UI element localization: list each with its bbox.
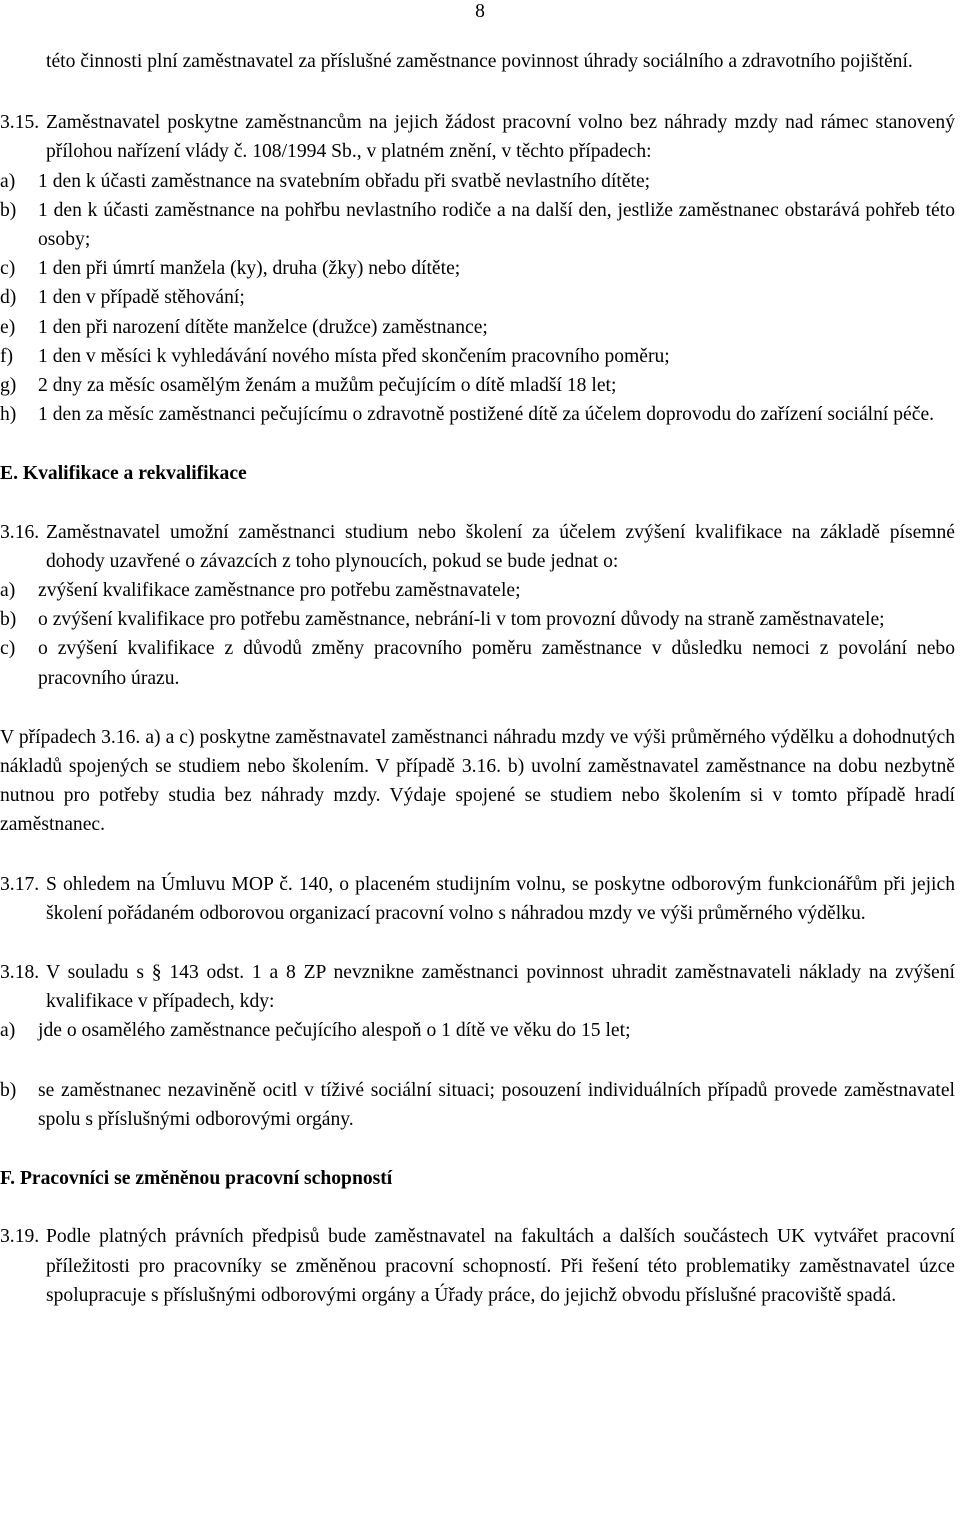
heading-f: F. Pracovníci se změněnou pracovní schopností (0, 1168, 393, 1190)
item-text: jde o osamělého zaměstnance pečujícího alespoň o 1 dítě ve věku do 15 let; (38, 1020, 631, 1042)
item-label: e) (0, 316, 16, 338)
item-text: 1 den za měsíc zaměstnanci pečujícímu o zdravotně postižené dítě za účelem doprovodu do zařízení sociální péče. (38, 404, 935, 426)
section-3-15 (0, 108, 955, 166)
list-item (0, 283, 955, 312)
item-text: 1 den v měsíci k vyhledávání nového místa před skončením pracovního poměru; (38, 345, 670, 367)
list-item (0, 400, 955, 429)
item-label: c) (0, 258, 16, 280)
item-label: d) (0, 287, 17, 309)
section-3-19 (0, 1222, 955, 1310)
section-number: 3.19. (0, 1226, 40, 1248)
item-text: 1 den při narození dítěte manželce (družce) zaměstnance; (38, 316, 488, 338)
item-text: 1 den v případě stěhování; (38, 287, 245, 309)
item-text: 1 den k účasti zaměstnance na svatebním obřadu při svatbě nevlastního dítěte; (38, 170, 651, 192)
item-label: c) (0, 638, 16, 660)
cases-paragraph: V případech 3.16. a) a c) poskytne zaměstnavatel zaměstnanci náhradu mzdy ve výši průměrného výdělku a dohodnutých nákladů spojených se studiem nebo školením. V případě 3.16. b) uvolní zaměstnavatel zaměstnance na dobu nezbytně nutnou pro potřeby studia bez náhrady mzdy. Výdaje spojené se studiem nebo školením si v tomto případě hradí zaměstnanec. (0, 726, 955, 836)
item-label: a) (0, 170, 16, 192)
item-label: b) (0, 1079, 17, 1101)
list-item (0, 1076, 955, 1134)
section-number: 3.18. (0, 962, 40, 984)
item-label: a) (0, 580, 16, 602)
list-item (0, 605, 955, 634)
section-3-18 (0, 958, 955, 1016)
item-label: g) (0, 375, 17, 397)
item-label: f) (0, 345, 14, 367)
item-text: o zvýšení kvalifikace pro potřebu zaměstnance, nebrání-li v tom provozní důvody na straně zaměstnavatele; (38, 609, 885, 631)
list-item (0, 342, 955, 371)
list-item (0, 313, 955, 342)
list-item (0, 1016, 955, 1045)
section-3-16 (0, 518, 955, 576)
section-text: V souladu s § 143 odst. 1 a 8 ZP nevznikne zaměstnanci povinnost uhradit zaměstnavateli náklady na zvýšení kvalifikace v případech, kdy: (46, 962, 955, 1013)
item-label: b) (0, 199, 17, 221)
heading-e: E. Kvalifikace a rekvalifikace (0, 463, 247, 485)
section-text: Zaměstnavatel poskytne zaměstnancům na jejich žádost pracovní volno bez náhrady mzdy nad rámec stanovený přílohou nařízení vlády č. 108/1994 Sb., v platném znění, v těchto případech: (46, 112, 955, 163)
section-number: 3.16. (0, 521, 40, 543)
section-number: 3.17. (0, 873, 40, 895)
section-text: Zaměstnavatel umožní zaměstnanci studium nebo školení za účelem zvýšení kvalifikace na základě písemné dohody uzavřené o závazcích z toho plynoucích, pokud se bude jednat o: (46, 521, 955, 572)
item-text: 2 dny za měsíc osamělým ženám a mužům pečujícím o dítě mladší 18 let; (38, 375, 617, 397)
section-text: S ohledem na Úmluvu MOP č. 140, o placeném studijním volnu, se poskytne odborovým funkcionářům při jejich školení pořádaném odborovou organizací pracovní volno s náhradou mzdy ve výši průměrného výdělku. (46, 873, 955, 924)
section-text: Podle platných právních předpisů bude zaměstnavatel na fakultách a dalších součástech UK vytvářet pracovní příležitosti pro pracovníky se změněnou pracovní schopností. Při řešení této problematiky zaměstnavatel úzce spolupracuje s příslušnými odborovými orgány a Úřady práce, do jejichž obvodu příslušné pracoviště spadá. (46, 1226, 955, 1306)
section-number: 3.15. (0, 112, 40, 134)
list-item (0, 371, 955, 400)
item-text: zvýšení kvalifikace zaměstnance pro potřebu zaměstnavatele; (38, 580, 521, 602)
page-number: 8 (475, 1, 485, 22)
list-item (0, 167, 955, 196)
list-item (0, 634, 955, 692)
document-body (0, 47, 955, 1310)
item-text: 1 den při úmrtí manžela (ky), druha (žky) nebo dítěte; (38, 258, 461, 280)
intro-paragraph: této činnosti plní zaměstnavatel za příslušné zaměstnance povinnost úhrady sociálního a zdravotního pojištění. (46, 51, 913, 72)
item-text: se zaměstnanec nezaviněně ocitl v tíživé sociální situaci; posouzení individuálních případů provede zaměstnavatel spolu s příslušnými odborovými orgány. (38, 1079, 955, 1130)
list-item (0, 254, 955, 283)
section-3-16-list (0, 576, 955, 693)
list-item (0, 196, 955, 254)
item-label: h) (0, 404, 17, 426)
section-3-17 (0, 870, 955, 928)
list-item (0, 576, 955, 605)
section-3-15-list (0, 167, 955, 430)
item-label: b) (0, 609, 17, 631)
item-text: o zvýšení kvalifikace z důvodů změny pracovního poměru zaměstnance v důsledku nemoci z povolání nebo pracovního úrazu. (38, 638, 955, 689)
item-text: 1 den k účasti zaměstnance na pohřbu nevlastního rodiče a na další den, jestliže zaměstnanec obstarává pohřeb této osoby; (38, 199, 955, 251)
item-label: a) (0, 1020, 16, 1042)
